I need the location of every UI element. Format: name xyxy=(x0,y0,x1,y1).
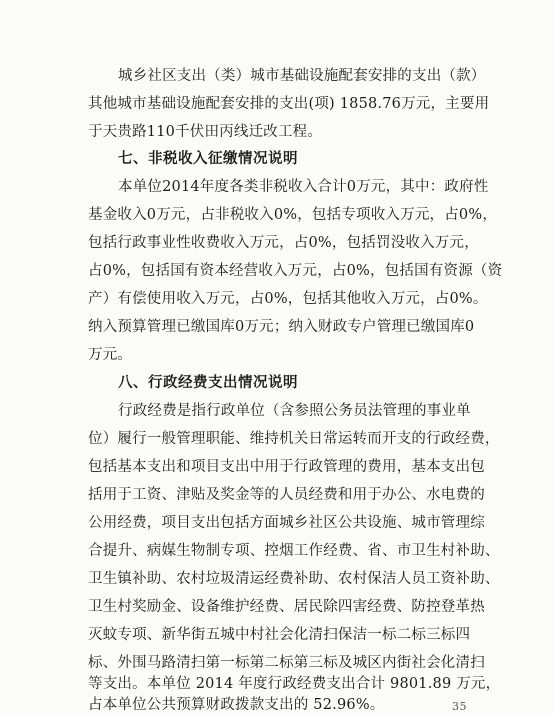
paragraph-line: 包括基本支出和项目支出中用于行政管理的费用，基本支出包 xyxy=(88,459,485,475)
paragraph-line: 基金收入0万元，占非税收入0%，包括专项收入万元，占0%， xyxy=(88,207,498,223)
paragraph-line: 其他城市基础设施配套安排的支出(项) 1858.76万元，主要用 xyxy=(88,96,490,112)
paragraph-line: 包括行政事业性收费收入万元，占0%，包括罚没收入万元， xyxy=(88,235,479,251)
paragraph-line: 本单位2014年度各类非税收入合计0万元，其中：政府性 xyxy=(118,179,489,195)
paragraph-line: 于天贵路110千伏田丙线迁改工程。 xyxy=(88,124,323,140)
paragraph-line: 产）有偿使用收入万元，占0%，包括其他收入万元，占0%。 xyxy=(88,291,488,307)
paragraph-line: 卫生镇补助、农村垃圾清运经费补助、农村保洁人员工资补助、 xyxy=(88,571,500,587)
paragraph-line: 括用于工资、津贴及奖金等的人员经费和用于办公、水电费的 xyxy=(88,487,485,503)
paragraph-line: 合提升、病媒生物制专项、控烟工作经费、省、市卫生村补助、 xyxy=(88,543,500,559)
page-number: 35 xyxy=(452,700,467,713)
section-heading-7: 七、非税收入征缴情况说明 xyxy=(118,150,298,167)
paragraph-line: 占0%，包括国有资本经营收入万元，占0%，包括国有资源（资 xyxy=(88,263,503,279)
section-heading-8: 八、行政经费支出情况说明 xyxy=(118,374,298,391)
paragraph-line: 城乡社区支出（类）城市基础设施配套安排的支出（款） xyxy=(118,68,486,84)
paragraph-line: 纳入预算管理已缴国库0万元；纳入财政专户管理已缴国库0 xyxy=(88,319,475,335)
paragraph-line: 灭蚊专项、新华街五城中村社会化清扫保洁一标二标三标四 xyxy=(88,627,471,643)
paragraph-line: 等支出。本单位 2014 年度行政经费支出合计 9801.89 万元， xyxy=(88,676,501,692)
paragraph-line: 卫生村奖励金、设备维护经费、居民除四害经费、防控登革热 xyxy=(88,599,485,615)
paragraph-line: 万元。 xyxy=(88,347,133,363)
paragraph-line: 公用经费，项目支出包括方面城乡社区公共设施、城市管理综 xyxy=(88,515,485,531)
paragraph-line: 占本单位公共预算财政拨款支出的 52.96%。 xyxy=(88,697,385,713)
paragraph-line: 标、外围马路清扫第一标第二标第三标及城区内街社会化清扫 xyxy=(88,655,485,671)
paragraph-line: 行政经费是指行政单位（含参照公务员法管理的事业单 xyxy=(118,403,471,419)
paragraph-line: 位）履行一般管理职能、维持机关日常运转而开支的行政经费， xyxy=(88,431,500,447)
